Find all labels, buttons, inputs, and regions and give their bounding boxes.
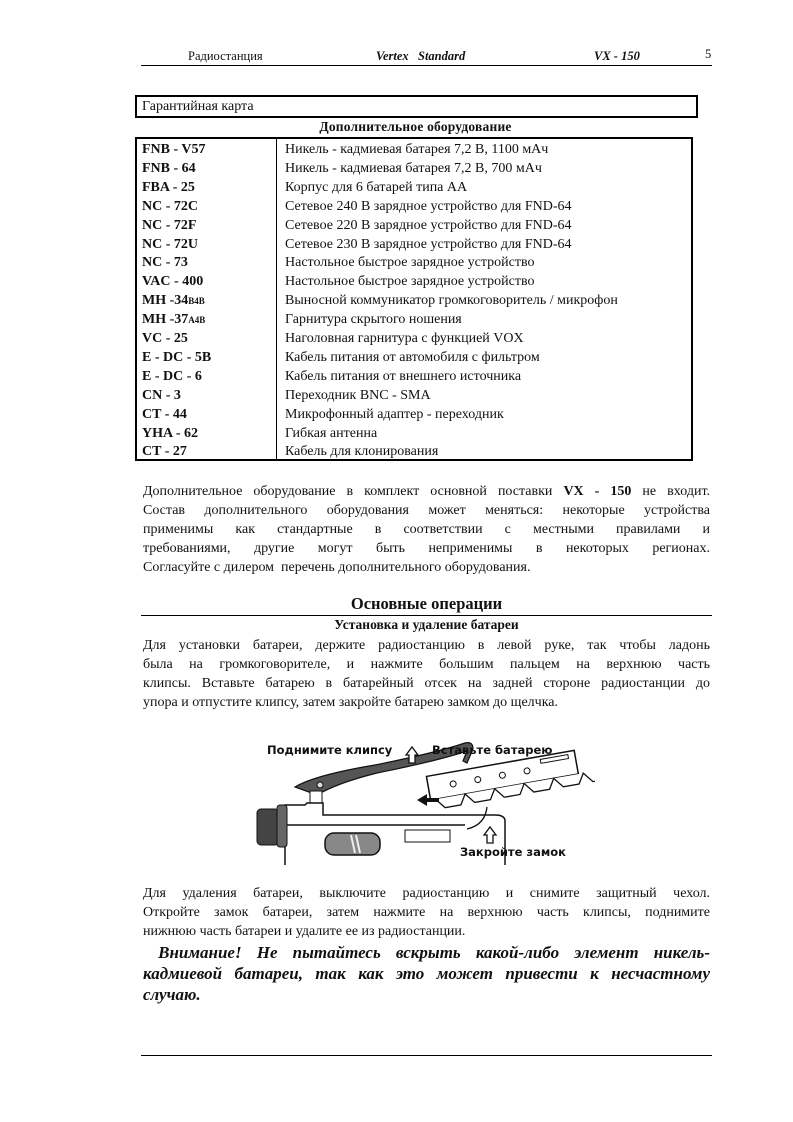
section-title: Основные операции: [350, 594, 503, 613]
accessory-code: [142, 348, 211, 367]
accessory-row: [137, 310, 691, 329]
footer-divider: [141, 1055, 712, 1056]
page-number: 5: [705, 47, 712, 61]
install-line: клипсы. Вставьте батарею в батарейный отсек на задней стороне радиостанции до: [143, 676, 710, 691]
accessory-row: [137, 405, 691, 424]
accessory-row: [137, 329, 691, 348]
accessory-code-text: NC - 73: [142, 255, 188, 271]
accessory-code: [142, 235, 198, 254]
accessories-title: Дополнительное оборудование: [319, 119, 512, 134]
accessory-code: [142, 159, 196, 178]
accessory-row: [137, 216, 691, 235]
accessory-description: Кабель питания от автомобиля с фильтром: [285, 349, 540, 365]
accessory-code-text: YHA - 62: [142, 425, 198, 441]
accessory-code: [142, 310, 205, 330]
install-line: упора и отпустите клипсу, затем закройте батарею замком до щелчка.: [143, 695, 559, 710]
accessory-code: [142, 424, 198, 443]
note-text: Дополнительное оборудование в комплект основной поставки: [143, 484, 564, 499]
subsection-title: Установка и удаление батареи: [334, 617, 519, 632]
accessory-row: [137, 348, 691, 367]
accessory-description: Кабель для клонирования: [285, 444, 439, 460]
accessory-code-suffix: A4B: [188, 315, 206, 326]
accessory-code-text: E - DC - 6: [142, 368, 202, 384]
model-name: VX - 150: [563, 484, 632, 499]
accessory-code-text: CT - 27: [142, 444, 187, 460]
header-model: VX - 150: [594, 49, 640, 63]
accessory-code-text: VAC - 400: [142, 274, 204, 290]
warning-line: случаю.: [143, 985, 201, 1004]
install-instructions: [143, 636, 710, 712]
header-divider: [141, 65, 712, 66]
figure-label-insert-battery: Вставьте батарею: [432, 743, 553, 757]
accessories-note: [143, 482, 710, 577]
volume-knob-drawing: [257, 809, 279, 845]
accessory-row: [137, 140, 691, 159]
accessory-description: Настольное быстрое зарядное устройство: [285, 274, 535, 290]
accessories-note-line: требованиями, другие могут быть неприменимы в некоторых регионах.: [143, 541, 710, 556]
battery-install-figure: [255, 735, 595, 865]
section-divider: [141, 615, 712, 616]
accessory-description: Никель - кадмиевая батарея 7,2 В, 1100 мАч: [285, 142, 549, 157]
note-text: не входит.: [631, 484, 711, 499]
accessories-note-line: применимы как стандартные в соответствии с местными правилами и: [143, 522, 710, 537]
accessory-description: Микрофонный адаптер - переходник: [285, 406, 504, 422]
accessory-code-text: FBA - 25: [142, 179, 195, 195]
accessory-row: [137, 159, 691, 178]
accessory-code: [142, 140, 206, 159]
accessory-description: Гарнитура скрытого ношения: [285, 312, 462, 328]
header-document-type: Радиостанция: [188, 49, 263, 63]
accessories-note-line: Состав дополнительного оборудования может меняться: некоторые устройства: [143, 503, 710, 518]
accessory-code: [142, 178, 195, 197]
warning-line: кадмиевой батареи, так как это может привести к несчастному: [143, 964, 710, 983]
accessory-description: Сетевое 240 В зарядное устройство для FND-64: [285, 198, 572, 214]
accessory-description: Никель - кадмиевая батарея 7,2 В, 700 мАч: [285, 160, 542, 176]
accessory-row: [137, 235, 691, 254]
accessory-description: Корпус для 6 батарей типа АА: [285, 179, 468, 195]
accessory-code: [142, 329, 188, 348]
accessories-note-line: Согласуйте с дилером перечень дополнительного оборудования.: [143, 560, 531, 575]
install-line: Для установки батареи, держите радиостанцию в левой руке, так чтобы ладонь: [143, 638, 710, 653]
accessory-row: [137, 197, 691, 216]
accessory-code: [142, 405, 187, 424]
accessory-row: [137, 253, 691, 272]
remove-line: Для удаления батареи, выключите радиостанцию и снимите защитный чехол.: [143, 886, 710, 901]
accessory-code: [142, 291, 205, 311]
accessory-description: Сетевое 230 В зарядное устройство для FND-64: [285, 236, 572, 252]
warning-notice: [143, 942, 710, 1005]
accessory-code: [142, 216, 196, 235]
accessory-code-text: NC - 72F: [142, 217, 197, 233]
install-line: была на громкоговорителе, и нажмите большим пальцем на верхнюю часть: [143, 657, 710, 672]
warning-line: Внимание! Не пытайтесь вскрыть какой-либо элемент никель-: [143, 943, 710, 962]
accessory-description: Гибкая антенна: [285, 425, 378, 441]
accessory-code: [142, 272, 203, 291]
accessory-code-text: CT - 44: [142, 406, 187, 422]
accessory-description: Настольное быстрое зарядное устройство: [285, 255, 535, 271]
accessory-code: [142, 442, 187, 461]
accessory-row: [137, 178, 691, 197]
remove-instructions: [143, 884, 710, 941]
accessory-row: [137, 291, 691, 310]
accessory-code-text: E - DC - 5B: [142, 349, 212, 365]
accessory-code-text: VC - 25: [142, 331, 188, 346]
header-brand: Vertex Standard: [376, 49, 466, 63]
accessory-code-text: NC - 72U: [142, 236, 198, 252]
accessory-description: Наголовная гарнитура с функцией VOX: [285, 331, 524, 346]
accessory-row: [137, 442, 691, 461]
accessory-code-text: FNB - V57: [142, 142, 206, 157]
accessory-code-text: NC - 72C: [142, 198, 198, 214]
accessory-code-text: CN - 3: [142, 387, 181, 403]
accessories-table: [135, 137, 693, 461]
accessory-description: Сетевое 220 В зарядное устройство для FND-64: [285, 217, 572, 233]
accessory-code-text: FNB - 64: [142, 160, 196, 176]
remove-line: нижнюю часть батареи и удалите ее из радиостанции.: [143, 924, 466, 939]
accessory-code: [142, 197, 198, 216]
warranty-card-box: [135, 95, 698, 118]
accessory-description: Выносной коммуникатор громкоговоритель / микрофон: [285, 293, 618, 309]
accessory-row: [137, 272, 691, 291]
accessory-description: Переходник BNC - SMA: [285, 387, 431, 403]
accessory-row: [137, 367, 691, 386]
accessory-code: [142, 386, 181, 405]
accessory-code-text: MH -37: [142, 312, 189, 328]
figure-label-close-lock: Закройте замок: [460, 845, 566, 859]
accessories-note-line: [143, 482, 710, 501]
accessory-row: [137, 424, 691, 443]
accessory-row: [137, 386, 691, 405]
accessory-code-text: MH -34: [142, 293, 189, 309]
remove-line: Откройте замок батареи, затем нажмите на верхнюю часть клипсы, поднимите: [143, 905, 710, 920]
figure-label-lift-clip: Поднимите клипсу: [267, 743, 393, 757]
accessory-description: Кабель питания от внешнего источника: [285, 368, 522, 384]
accessory-code-suffix: B4B: [188, 296, 205, 307]
accessory-code: [142, 253, 188, 272]
accessory-code: [142, 367, 202, 386]
warranty-card-label: Гарантийная карта: [142, 99, 254, 114]
